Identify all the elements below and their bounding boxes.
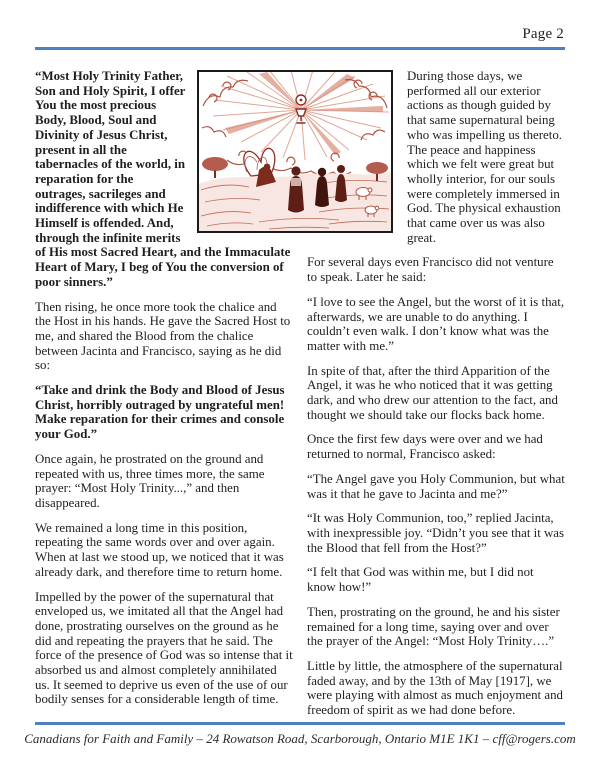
paragraph: “It was Holy Communion, too,” replied Jacinta, with inexpressible joy. “Didn’t you see that it was the Blood that fell from the Host?”: [307, 511, 565, 555]
paragraph: For several days even Francisco did not venture to speak. Later he said:: [307, 255, 554, 285]
paragraph: “I felt that God was within me, but I did not know how!”: [307, 565, 534, 595]
paragraph: Once again, he prostrated on the ground and repeated with us, three times more, the same prayer: “Most Holy Trinity...,” and then disappeared.: [35, 451, 265, 510]
paragraph: “I love to see the Angel, but the worst of it is that, afterwards, we are unable to do anything. I couldn’t even walk. I don’t know what was the matter with me.”: [307, 294, 565, 353]
paragraph: Then, prostrating on the ground, he and his sister remained for a long time, saying over and over the prayer of the Angel: “Most Holy Trinity….”: [307, 604, 560, 649]
page-number: Page 2: [522, 26, 564, 42]
paragraph: Then rising, he once more took the chalice and the Host in his hands. He gave the Sacred Host to me, and shared the Blood from the chalice between Jacinta and Francisco, saying as he did so:: [35, 299, 291, 373]
paragraph: “The Angel gave you Holy Communion, but what was it that he gave to Jacinta and me?”: [307, 471, 565, 501]
paragraph: Little by little, the atmosphere of the supernatural faded away, and by the 13th of May [1917], we were playing with almost as much enjoyment and freedom of spirit as we had done before.: [307, 658, 563, 718]
left-column: [35, 69, 293, 728]
paragraph: “Most Holy Trinity Father, Son and Holy Spirit, I offer You the most precious Body, Blood, Soul and Divinity of Jesus Christ, present in all the tabernacles of the world, in reparation for the outrages, sacrileges and indifference with which He Himself is offended. And, through the infinite merits of His most Sacred Heart, and the Immaculate Heart of Mary, I beg of You the conversion of poor sinners.”: [35, 69, 291, 289]
two-column-body: [35, 69, 565, 728]
paragraph: In spite of that, after the third Apparition of the Angel, it was he who noticed that it was getting dark, and who drew our attention to the fact, and thought we should take our flocks back home.: [307, 363, 558, 422]
footer-text: Canadians for Faith and Family – 24 Rowatson Road, Scarborough, Ontario M1E 1K1 – cff@rogers.com: [24, 731, 576, 746]
illustration-wrap-spacer-left-column: [187, 69, 293, 245]
paragraph: During those days, we performed all our exterior actions as though guided by that same supernatural being who was impelling us thereto. The peace and happiness which we felt were great but wholly interior, for our souls were completely immersed in God. The physical exhaustion that came over us was also great.: [407, 69, 563, 245]
paragraph: Once the first few days were over and we had returned to normal, Francisco asked:: [307, 432, 543, 462]
illustration-wrap-spacer-right-column: [307, 69, 407, 249]
paragraph: “Take and drink the Body and Blood of Jesus Christ, horribly outraged by ungrateful men! Make reparation for their crimes and console your God.”: [35, 383, 285, 442]
right-column: [307, 69, 565, 728]
paragraph: Impelled by the power of the supernatural that enveloped us, we imitated all that the Angel had done, prostrating ourselves on the ground as he did and repeating the prayers that he said. The force of the presence of God was so intense that it absorbed us and almost completely annihilated us. It seemed to deprive us even of the use of our bodily senses for a considerable length of time.: [35, 589, 293, 707]
footer-rule: [35, 722, 565, 725]
paragraph: We remained a long time in this position, repeating the same words over and over again. When at last we stood up, we noticed that it was already dark, and therefore time to return home.: [35, 520, 284, 579]
header-rule: [35, 47, 565, 50]
